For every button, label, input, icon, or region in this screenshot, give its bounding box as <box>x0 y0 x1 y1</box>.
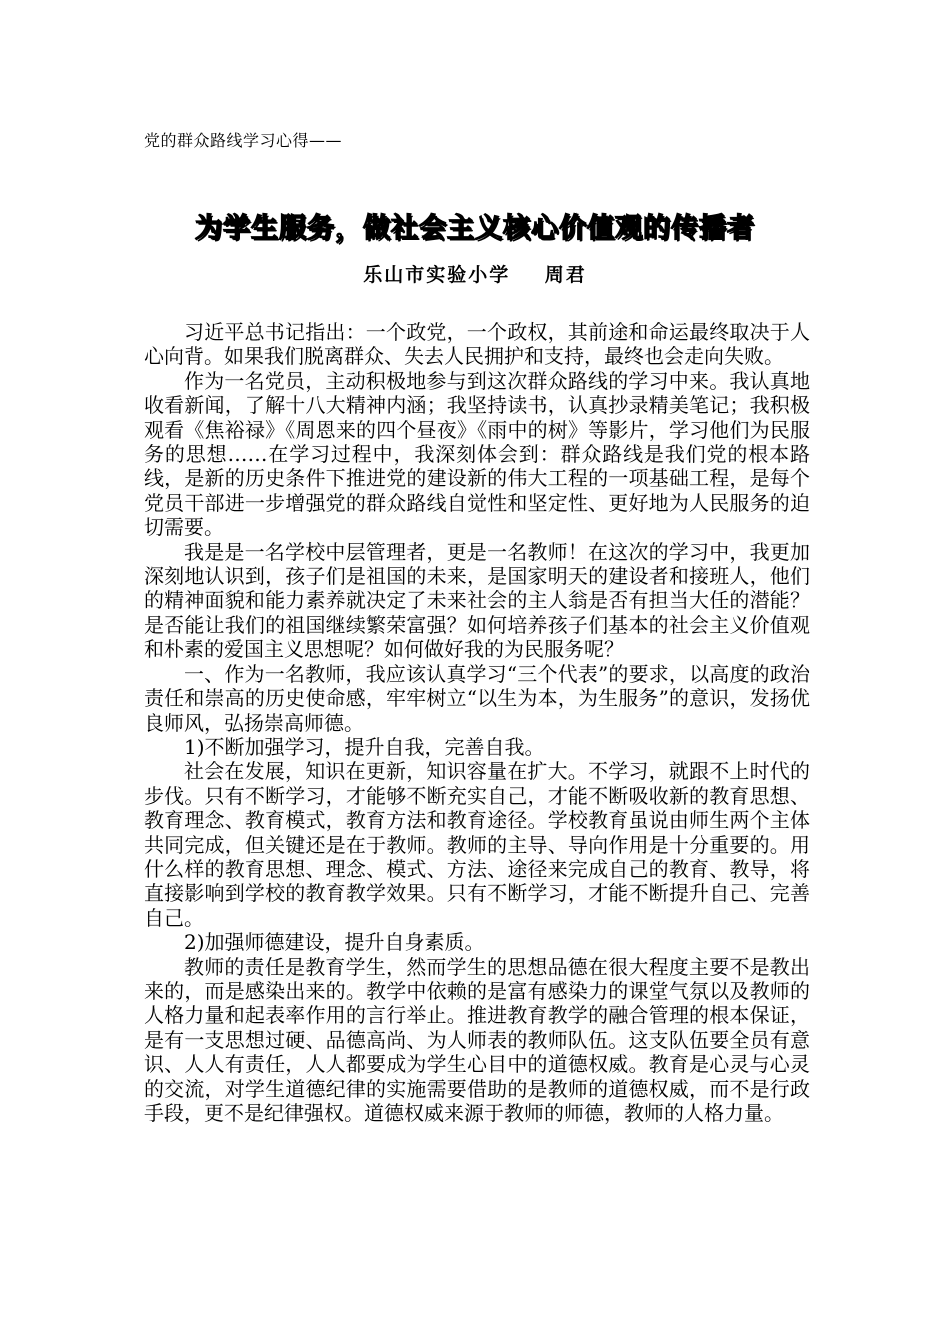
subheading-study: 1)不断加强学习，提升自我，完善自我。 <box>184 734 545 759</box>
document-body <box>144 320 810 1125</box>
paragraph-teacher-role: 我是是一名学校中层管理者，更是一名教师！在这次的学习中，我更加深刻地认识到，孩子们是祖国的未来，是国家明天的建设者和接班人，他们的精神面貌和能力素养就决定了未来社会的主人翁是否有担当大任的潜能？是否能让我们的祖国继续繁荣富强？如何培养孩子们基本的社会主义价值观和朴素的爱国主义思想呢？如何做好我的为民服务呢？ <box>144 539 810 662</box>
paragraph-intro: 习近平总书记指出：一个政党，一个政权，其前途和命运最终取决于人心向背。如果我们脱离群众、失去人民拥护和支持，最终也会走向失败。 <box>144 320 810 369</box>
subheading-ethics: 2)加强师德建设，提升自身素质。 <box>184 930 485 955</box>
paragraph-section-one: 一、作为一名教师，我应该认真学习“三个代表”的要求，以高度的政治责任和崇高的历史使命感，牢牢树立“以生为本，为生服务”的意识，发扬优良师风，弘扬崇高师德。 <box>144 661 810 735</box>
series-title: 党的群众路线学习心得—— <box>144 131 343 150</box>
author-line: 乐山市实验小学 周君 <box>363 264 587 286</box>
document-title: 为学生服务，做社会主义核心价值观的传播者 <box>195 213 755 244</box>
paragraph-party-member: 作为一名党员，主动积极地参与到这次群众路线的学习中来。我认真地收看新闻，了解十八大精神内涵；我坚持读书，认真抄录精美笔记；我积极观看《焦裕禄》《周恩来的四个昼夜》《雨中的树》等影片，学习他们为民服务的思想……在学习过程中，我深刻体会到：群众路线是我们党的根本路线，是新的历史条件下推进党的建设新的伟大工程的一项基础工程，是每个党员干部进一步增强党的群众路线自觉性和坚定性、更好地为人民服务的迫切需要。 <box>144 368 810 540</box>
paragraph-study: 社会在发展，知识在更新，知识容量在扩大。不学习，就跟不上时代的步伐。只有不断学习，才能够不断充实自己，才能不断吸收新的教育思想、教育理念、教育模式，教育方法和教育途径。学校教育虽说由师生两个主体共同完成，但关键还是在于教师。教师的主导、导向作用是十分重要的。用什么样的教育思想、理念、模式、方法、途径来完成自己的教育、教导，将直接影响到学校的教育教学效果。只有不断学习，才能不断提升自己、完善自己。 <box>144 759 810 930</box>
paragraph-ethics: 教师的责任是教育学生，然而学生的思想品德在很大程度主要不是教出来的，而是感染出来的。教学中依赖的是富有感染力的课堂气氛以及教师的人格力量和起表率作用的言行举止。推进教育教学的融合管理的根本保证，是有一支思想过硬、品德高尚、为人师表的教师队伍。这支队伍要全员有意识、人人有责任，人人都要成为学生心目中的道德权威。教育是心灵与心灵的交流，对学生道德纪律的实施需要借助的是教师的道德权威，而不是行政手段，更不是纪律强权。道德权威来源于教师的师德，教师的人格力量。 <box>144 954 810 1125</box>
